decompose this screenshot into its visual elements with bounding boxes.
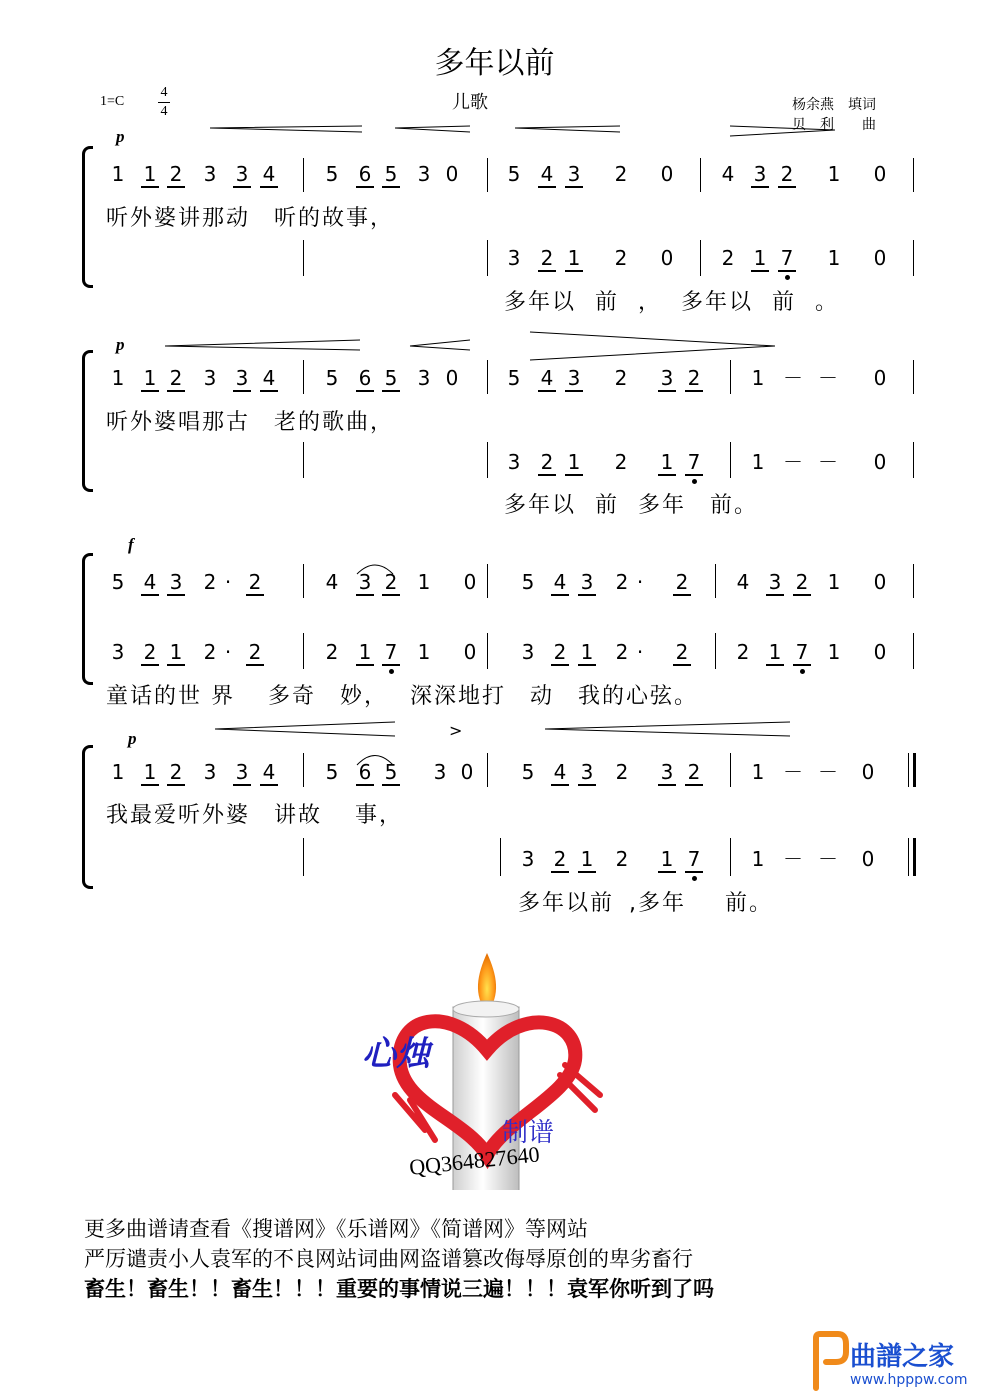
system-bracket-4 [82, 745, 93, 889]
note: 3 [111, 640, 125, 664]
note: 4 [140, 571, 160, 593]
note: 2 [537, 451, 557, 473]
note: 1 [827, 640, 841, 664]
note: 2 [615, 760, 629, 784]
note: 1 [111, 366, 125, 390]
note: 1 [577, 641, 597, 663]
note: 0 [445, 366, 459, 390]
note: 3 [203, 162, 217, 186]
lyric-line-1: 听外婆讲那动 听的故事， [106, 206, 395, 231]
note: 1 [751, 760, 765, 784]
note: 0 [460, 760, 474, 784]
note: 1 [140, 761, 160, 783]
note: 1 [564, 247, 584, 269]
note: 3 [417, 366, 431, 390]
dynamic-f: f [128, 535, 134, 554]
note: 2 [614, 162, 628, 186]
subtitle: 儿歌 [452, 92, 488, 113]
note: 0 [861, 760, 875, 784]
lyricist: 杨余燕 填词 [792, 97, 876, 113]
note: 2 [615, 847, 629, 871]
note: 0 [873, 450, 887, 474]
note: 2 [721, 246, 735, 270]
note: 2 [672, 571, 692, 593]
note: 7 [381, 641, 401, 663]
note: 2 [684, 761, 704, 783]
note: － [783, 760, 803, 784]
note: 2 [615, 570, 629, 594]
page-title: 多年以前 [434, 46, 555, 81]
note: 3 [433, 760, 447, 784]
note: 4 [325, 570, 339, 594]
note: 3 [564, 367, 584, 389]
note: 0 [463, 570, 477, 594]
note: 5 [507, 366, 521, 390]
note: － [818, 847, 838, 871]
note: 5 [325, 162, 339, 186]
note: 1 [166, 641, 186, 663]
note: 2 [614, 366, 628, 390]
note: 2 [672, 641, 692, 663]
watermark-logo-icon [808, 1330, 850, 1392]
lyric-line-3: 听外婆唱那古 老的歌曲， [106, 410, 395, 435]
note: 1 [417, 570, 431, 594]
note: 5 [381, 163, 401, 185]
note: 1 [140, 163, 160, 185]
note: 2 [736, 640, 750, 664]
note: 5 [507, 162, 521, 186]
note: 3 [507, 246, 521, 270]
note: 1 [111, 760, 125, 784]
note: 5 [325, 760, 339, 784]
time-top: 4 [160, 85, 168, 100]
note: － [818, 760, 838, 784]
note: 5 [381, 367, 401, 389]
note: 2 [166, 163, 186, 185]
system-bracket-3 [82, 553, 93, 685]
note: 1 [765, 641, 785, 663]
note: － [783, 450, 803, 474]
note: 4 [736, 570, 750, 594]
dynamic-p-3: p [128, 729, 137, 748]
note: 1 [827, 570, 841, 594]
note: 1 [751, 450, 765, 474]
footer-line-3: 畜生！畜生！！畜生！！！重要的事情说三遍！！！袁军你听到了吗 [84, 1277, 714, 1301]
note: 5 [325, 366, 339, 390]
system-bracket-1 [82, 146, 93, 288]
note: 7 [684, 451, 704, 473]
note: 3 [657, 367, 677, 389]
lyric-line-7: 多年以前 ,多年 前。 [518, 891, 773, 916]
note: · [224, 640, 232, 664]
note: 2 [245, 641, 265, 663]
note: 0 [445, 162, 459, 186]
note: · [224, 570, 232, 594]
note: 6 [355, 367, 375, 389]
key-signature: 1=C [100, 94, 125, 109]
note: 7 [777, 247, 797, 269]
note: 2 [614, 246, 628, 270]
note: 1 [657, 848, 677, 870]
note: 7 [792, 641, 812, 663]
note: 2 [381, 571, 401, 593]
note: 3 [355, 571, 375, 593]
note: 0 [660, 246, 674, 270]
note: 4 [537, 163, 557, 185]
note: 0 [861, 847, 875, 871]
note: 2 [140, 641, 160, 663]
lyric-line-2: 多年以 前 ， 多年以 前 。 [504, 290, 839, 315]
note: 2 [537, 247, 557, 269]
note: 1 [577, 848, 597, 870]
note: 1 [355, 641, 375, 663]
note: 3 [232, 761, 252, 783]
time-bottom: 4 [160, 104, 168, 119]
note: 3 [203, 760, 217, 784]
note: 3 [657, 761, 677, 783]
note: 1 [827, 246, 841, 270]
dynamic-p-1: p [116, 127, 125, 146]
note: － [783, 366, 803, 390]
note: 3 [521, 640, 535, 664]
note: 6 [355, 163, 375, 185]
footer-line-2: 严厉谴责小人袁军的不良网站词曲网盗谱篡改侮辱原创的卑劣畜行 [84, 1247, 693, 1271]
note: 5 [111, 570, 125, 594]
watermark-name: 曲譜之家 [850, 1342, 955, 1372]
note: 3 [750, 163, 770, 185]
note: 3 [232, 367, 252, 389]
note: 4 [537, 367, 557, 389]
composer: 贝 利 曲 [792, 117, 876, 133]
note: 2 [777, 163, 797, 185]
note: 4 [550, 571, 570, 593]
note: － [818, 366, 838, 390]
note: 2 [550, 641, 570, 663]
note: 3 [166, 571, 186, 593]
note: 7 [684, 848, 704, 870]
note: 3 [765, 571, 785, 593]
note: － [783, 847, 803, 871]
note: 3 [232, 163, 252, 185]
note: 5 [521, 570, 535, 594]
watermark-url: www.hpppw.com [850, 1372, 968, 1388]
note: 1 [750, 247, 770, 269]
logo-text-zhipu: 制谱 [502, 1118, 555, 1148]
note: 6 [355, 761, 375, 783]
note: 5 [381, 761, 401, 783]
note: · [636, 640, 644, 664]
note: 2 [325, 640, 339, 664]
note: 2 [166, 761, 186, 783]
note: 1 [140, 367, 160, 389]
note: 3 [521, 847, 535, 871]
note: 3 [577, 571, 597, 593]
dynamic-p-2: p [116, 335, 125, 354]
lyric-line-6: 我最爱听外婆 讲故 事， [106, 803, 403, 828]
note: 2 [614, 450, 628, 474]
note: 0 [463, 640, 477, 664]
lyric-line-5: 童话的世 界 多奇 妙， 深深地打 动 我的心弦。 [106, 684, 698, 709]
note: 1 [751, 366, 765, 390]
note: 1 [827, 162, 841, 186]
note: － [818, 450, 838, 474]
note: · [636, 570, 644, 594]
note: 2 [684, 367, 704, 389]
note: 0 [873, 570, 887, 594]
note: 2 [245, 571, 265, 593]
note: 4 [259, 761, 279, 783]
note: 0 [873, 366, 887, 390]
note: 2 [615, 640, 629, 664]
note: 2 [550, 848, 570, 870]
logo-text-xinzhu: 心烛 [362, 1034, 430, 1074]
note: 1 [657, 451, 677, 473]
lyric-line-4: 多年以 前 多年 前。 [504, 493, 758, 518]
note: 4 [550, 761, 570, 783]
note: 3 [564, 163, 584, 185]
note: 2 [166, 367, 186, 389]
footer-line-1: 更多曲谱请查看《搜谱网》《乐谱网》《简谱网》等网站 [84, 1217, 588, 1241]
note: 0 [873, 640, 887, 664]
note: 5 [521, 760, 535, 784]
note: 2 [203, 570, 217, 594]
note: 4 [259, 367, 279, 389]
note: 1 [751, 847, 765, 871]
system-bracket-2 [82, 350, 93, 492]
note: 0 [660, 162, 674, 186]
note: 1 [417, 640, 431, 664]
note: 4 [259, 163, 279, 185]
logo-qq: QQ364827640 [408, 1141, 541, 1180]
accent-mark: > [449, 721, 463, 740]
note: 4 [721, 162, 735, 186]
note: 1 [111, 162, 125, 186]
note: 3 [507, 450, 521, 474]
note: 0 [873, 162, 887, 186]
note: 2 [203, 640, 217, 664]
note: 2 [792, 571, 812, 593]
note: 1 [564, 451, 584, 473]
note: 0 [873, 246, 887, 270]
note: 3 [417, 162, 431, 186]
note: 3 [577, 761, 597, 783]
note: 3 [203, 366, 217, 390]
